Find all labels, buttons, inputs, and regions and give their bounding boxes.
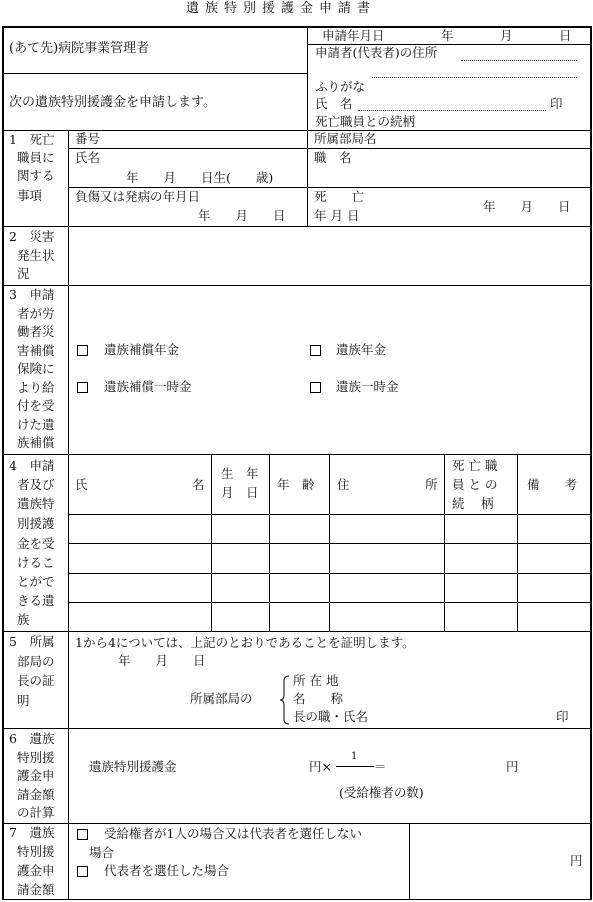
col-remarks: 備 考	[527, 477, 578, 492]
s3-label-2: 者が労	[17, 306, 55, 321]
s3-label-6: より給	[17, 380, 55, 395]
checkbox-survivor-pension[interactable]	[310, 345, 321, 356]
addressee: (あて先)病院事業管理者	[9, 41, 150, 56]
checkbox-survivor-comp-lump[interactable]	[77, 382, 88, 393]
s7-label-3: 護金申	[17, 863, 55, 878]
s4-label-4: 別援護	[17, 516, 55, 531]
injury-date: 年 月 日	[198, 208, 286, 223]
s4-col2	[269, 454, 270, 631]
s2-label-1: 2 災害	[9, 229, 55, 244]
col-addr-left: 住	[337, 477, 350, 492]
frame-bottom	[2, 899, 592, 900]
dept-address-label: 所 在 地	[293, 673, 339, 688]
s3-label-5: 保険に	[17, 361, 55, 376]
address-line-2	[372, 77, 577, 78]
frame-right	[590, 26, 592, 900]
form-title: 遺族特別援護金申請書	[186, 1, 377, 16]
s4-label-2: 者及び	[17, 477, 55, 492]
checkbox-survivor-comp-pension[interactable]	[77, 345, 88, 356]
col-birth-1: 生 年	[221, 466, 259, 481]
s1-label-2: 職員に	[17, 150, 55, 165]
death-date: 年 月 日	[483, 199, 571, 214]
s3-label-divider	[68, 285, 69, 455]
s6-bottom	[3, 823, 591, 824]
s4-col1	[211, 454, 212, 631]
denominator-note: (受給権者の数)	[339, 785, 424, 800]
special-aid-item: 遺族特別援護金	[89, 759, 177, 774]
dept-head-prefix: 所属部局の	[190, 691, 253, 706]
s6-label-5: の計算	[17, 805, 55, 820]
s3-label-4: 害補償	[17, 343, 55, 358]
s5-label-2: 部局の	[17, 654, 55, 669]
s7-label-divider	[68, 823, 69, 900]
s7-label-4: 請金額	[17, 882, 55, 897]
s7-label-2: 特別援	[17, 844, 55, 859]
s6-label-1: 6 遺族	[9, 731, 55, 746]
apply-date-label: 申請年月日	[322, 28, 385, 43]
request-text: 次の遺族特別援護金を申請します。	[9, 95, 216, 110]
s4-label-8: きる遺	[17, 593, 55, 608]
s6-label-2: 特別援	[17, 750, 55, 765]
survivor-comp-pension-label: 遺族補償年金	[104, 342, 180, 357]
col-relation-3: 続 柄	[452, 496, 494, 511]
s2-label-2: 発生状	[17, 248, 55, 263]
survivor-pension-label: 遺族年金	[336, 342, 387, 357]
name-label: 氏名	[75, 150, 101, 165]
s4-label-9: 族	[17, 612, 30, 627]
s1-row2	[68, 187, 591, 188]
s2-label-3: 況	[17, 266, 30, 281]
checkbox-single-recipient[interactable]	[77, 829, 88, 840]
applicant-seal: 印	[550, 96, 563, 111]
dept-head-seal: 印	[556, 709, 569, 724]
single-recipient-label-1: 受給権者が1人の場合又は代表者を選任しない	[104, 826, 362, 841]
checkbox-representative[interactable]	[77, 866, 88, 877]
fraction-bar	[336, 766, 374, 767]
dept-label: 所属部局名	[314, 131, 377, 146]
header-left-mid	[3, 73, 308, 74]
certify-statement: 1から4については、上記のとおりであることを証明します。	[75, 635, 415, 650]
frame-left	[2, 26, 4, 900]
s4-col4	[444, 454, 445, 631]
s3-label-7: 付を受	[17, 398, 55, 413]
col-addr-right: 所	[425, 477, 438, 492]
s6-label-4: 請金額	[17, 787, 55, 802]
equals-sign: ＝	[374, 759, 387, 774]
s4-label-3: 遺族特	[17, 496, 55, 511]
s3-label-1: 3 申請	[9, 287, 55, 302]
single-recipient-label-2: 場合	[89, 845, 115, 860]
s4-bottom	[3, 631, 591, 632]
col-name-right: 名	[192, 477, 205, 492]
dept-head-label: 長の職・氏名	[293, 709, 369, 724]
s7-label-1: 7 遺族	[9, 825, 55, 840]
s5-label-3: 長の証	[17, 673, 55, 688]
yen-times: 円×	[309, 759, 332, 774]
s5-label-4: 明	[17, 693, 30, 708]
apply-month: 月	[500, 28, 513, 43]
s1-label-4: 事項	[17, 188, 43, 203]
s5-bottom	[3, 728, 591, 729]
apply-year: 年	[441, 28, 454, 43]
s2-label-divider	[68, 226, 69, 286]
s6-label-3: 護金申	[17, 768, 55, 783]
s4-label-7: とがで	[17, 574, 55, 589]
col-birth-2: 月 日	[221, 485, 259, 500]
col-name-left: 氏	[75, 477, 88, 492]
dept-name-label: 名 称	[293, 691, 344, 706]
s4-label-5: 金を受	[17, 536, 55, 551]
certify-date: 年 月 日	[118, 653, 206, 668]
s3-label-9: 族補償	[17, 435, 55, 450]
death-label-1: 死 亡	[314, 189, 365, 204]
s1-label-1: 1 死亡	[9, 132, 55, 147]
result-yen: 円	[506, 759, 519, 774]
col-age: 年 齢	[277, 477, 315, 492]
s4-label-1: 4 申請	[9, 458, 55, 473]
representative-label: 代表者を選任した場合	[104, 863, 230, 878]
s4-col5	[517, 454, 518, 631]
s2-bottom	[3, 285, 591, 286]
s7-amount-divider	[409, 823, 410, 900]
birth-date: 年 月 日生( 歳)	[126, 170, 274, 185]
injury-label: 負傷又は発病の年月日	[75, 189, 201, 204]
post-label: 職 名	[314, 150, 352, 165]
s3-label-3: 働者災	[17, 324, 55, 339]
fraction-numerator: 1	[351, 751, 358, 762]
amount-yen: 円	[570, 853, 583, 868]
survivor-lump-label: 遺族一時金	[336, 379, 399, 394]
applicant-name-label: 氏 名	[315, 96, 353, 111]
s1-bottom	[3, 226, 591, 227]
apply-day: 日	[559, 28, 572, 43]
s1-mid-divider	[307, 130, 308, 226]
applicant-name-line	[358, 110, 546, 111]
address-line-1	[461, 60, 577, 61]
applicant-address-label: 申請者(代表者)の住所	[315, 45, 438, 60]
relation-label: 死亡職員との続柄	[315, 114, 416, 129]
s1-label-3: 関する	[17, 168, 55, 183]
s1-row1	[68, 148, 591, 149]
s1-label-divider	[68, 130, 69, 226]
s3-label-8: けた遺	[17, 417, 55, 432]
header-divider	[307, 27, 308, 130]
s3-bottom	[3, 454, 591, 455]
col-relation-2: 員 と の	[452, 477, 498, 492]
furigana-label: ふりがな	[315, 79, 366, 94]
s5-label-1: 5 所属	[9, 634, 55, 649]
s4-label-6: けるこ	[17, 555, 55, 570]
checkbox-survivor-lump[interactable]	[310, 382, 321, 393]
number-label: 番号	[75, 131, 101, 146]
s6-label-divider	[68, 728, 69, 824]
s5-label-divider	[68, 631, 69, 729]
survivor-comp-lump-label: 遺族補償一時金	[104, 379, 192, 394]
s4-col3	[329, 454, 330, 631]
death-label-2: 年 月 日	[314, 208, 360, 223]
col-relation-1: 死 亡 職	[452, 458, 498, 473]
curly-brace	[280, 675, 290, 725]
